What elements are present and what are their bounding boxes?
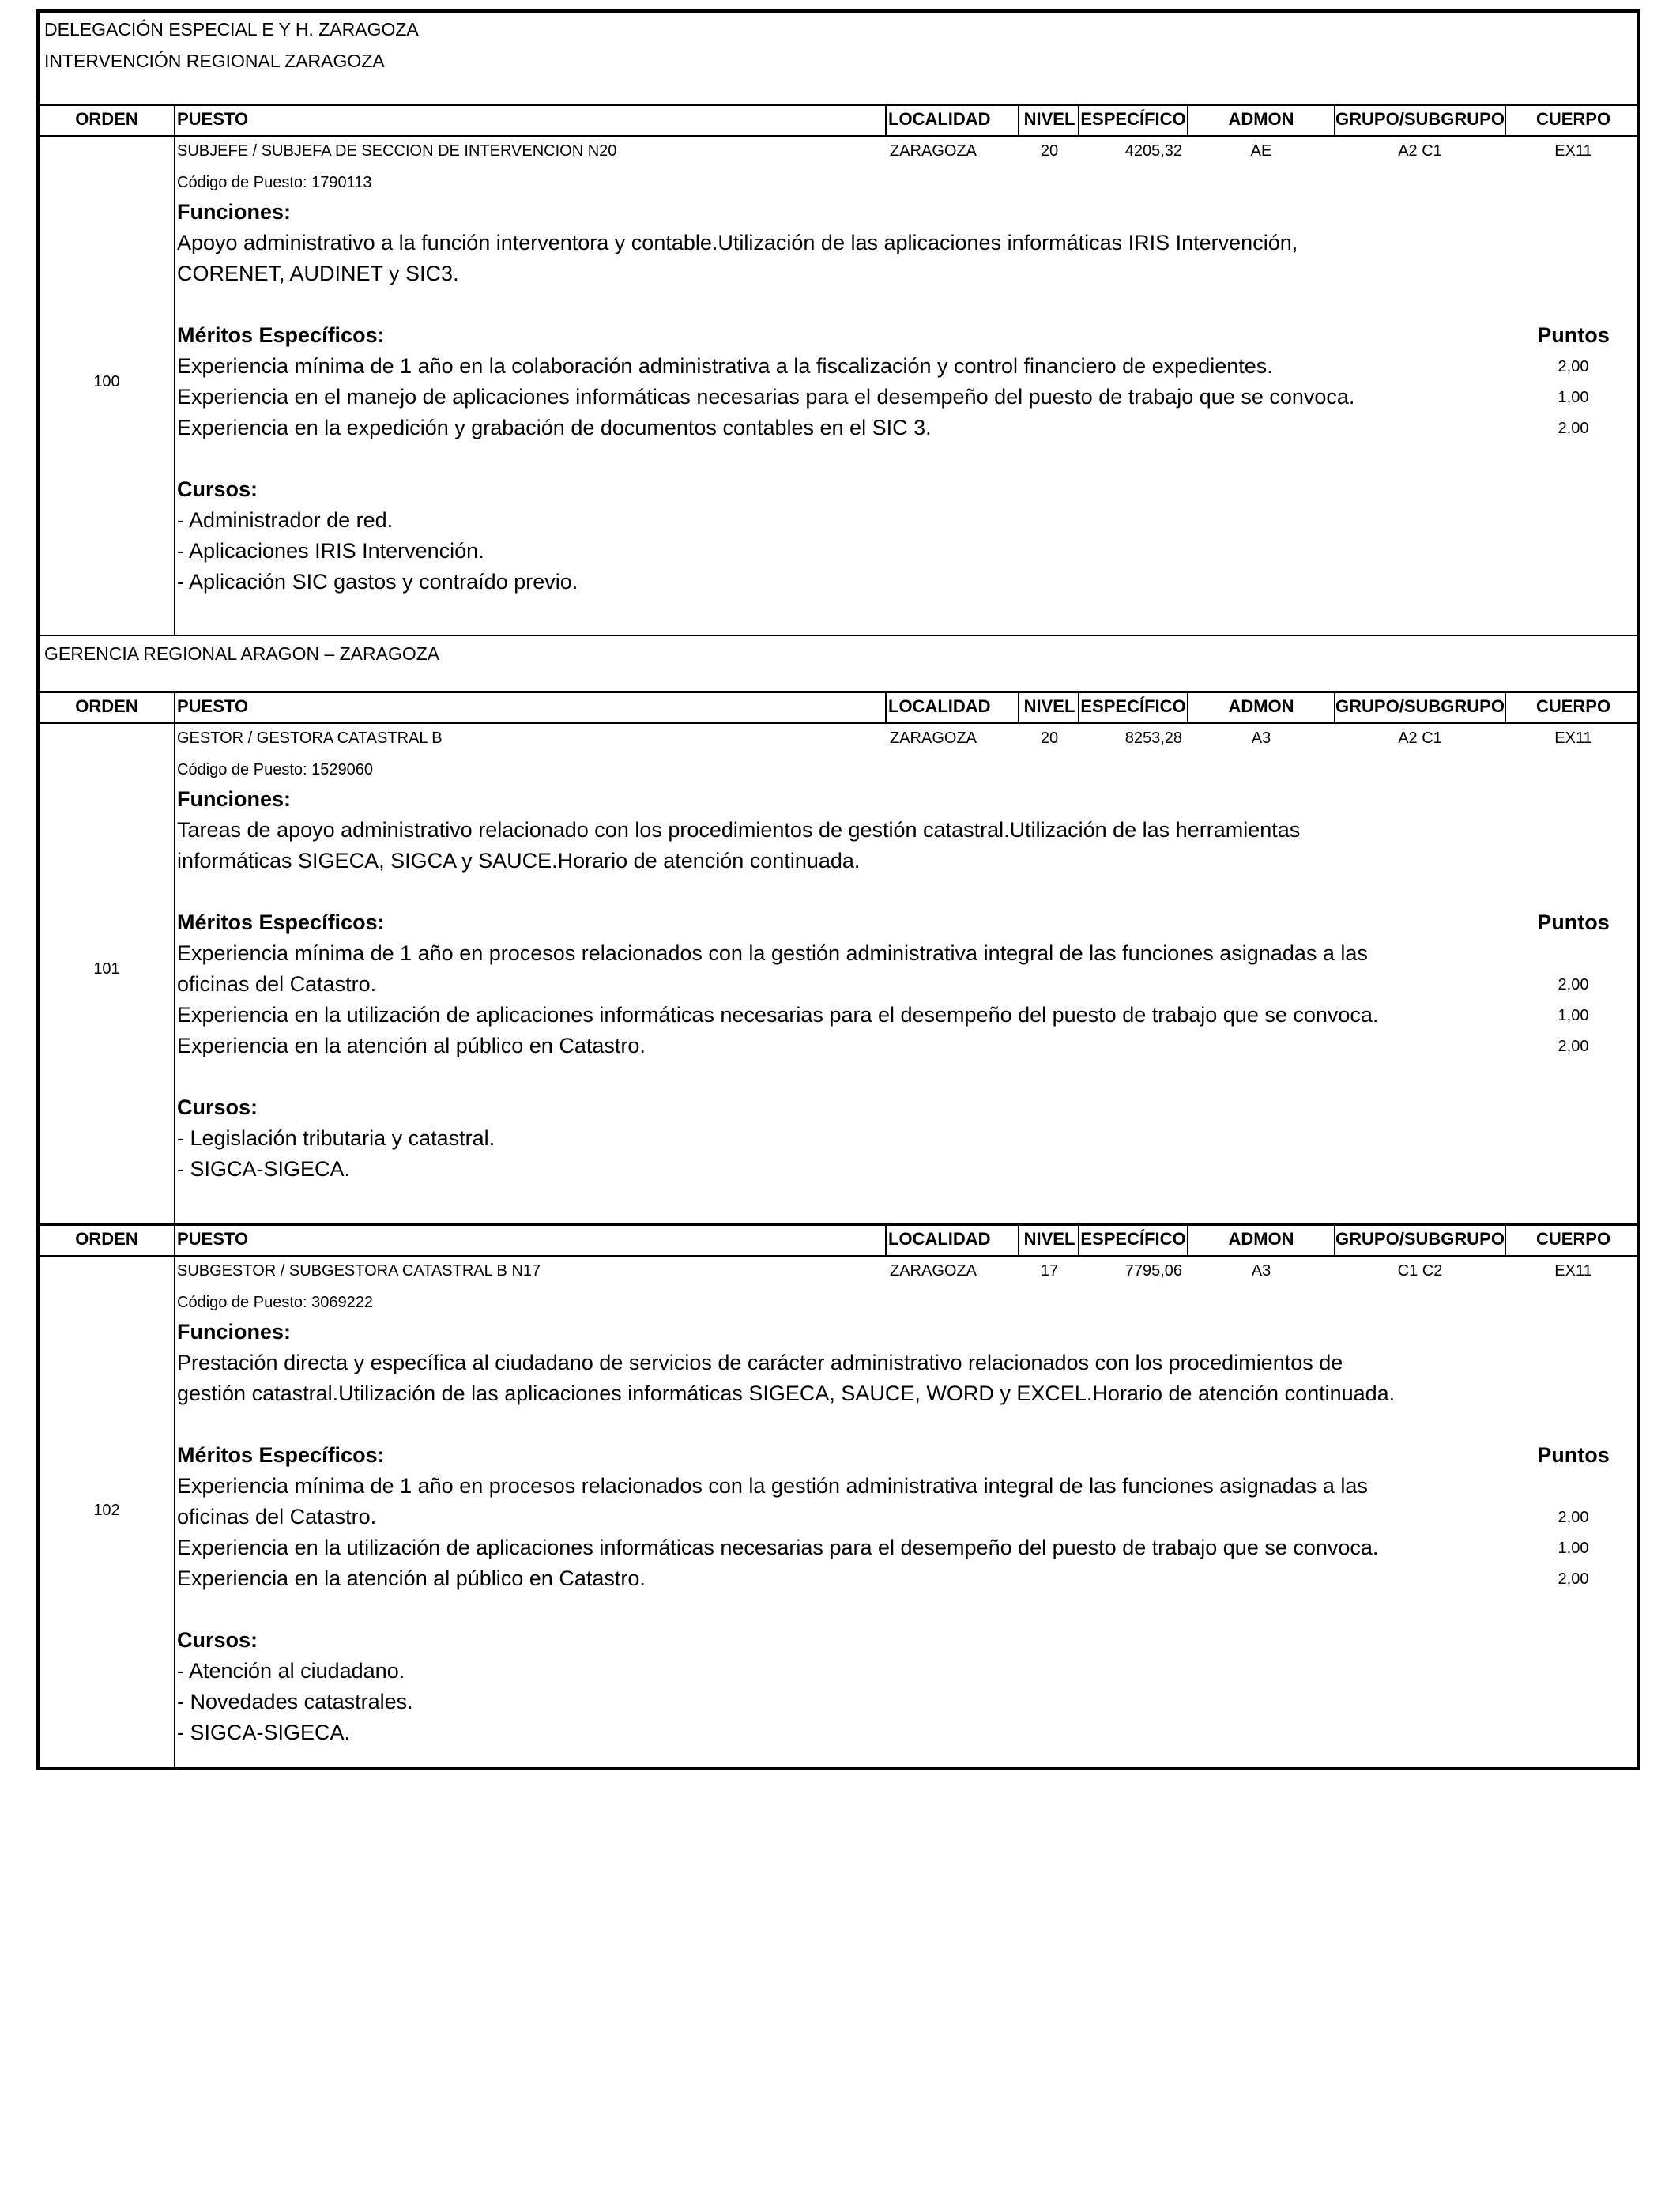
orden-value: 101 [93, 960, 120, 978]
col-puesto: PUESTO [177, 1229, 249, 1249]
cuerpo-value: EX11 [1554, 1262, 1592, 1280]
merito-puntos: 1,00 [1558, 1007, 1589, 1024]
col-localidad: LOCALIDAD [888, 1229, 991, 1249]
especifico-value: 7795,06 [1124, 1262, 1182, 1280]
col-especifico: ESPECÍFICO [1080, 109, 1186, 129]
org-line: INTERVENCIÓN REGIONAL ZARAGOZA [44, 51, 385, 71]
funciones-heading: Funciones: [177, 200, 292, 224]
puntos-heading: Puntos [1537, 910, 1610, 934]
merito-text: Experiencia mínima de 1 año en procesos relacionados con la gestión administrativa integral de las funciones asignadas a las [177, 1474, 1368, 1498]
admon-value: AE [1250, 142, 1272, 160]
cuerpo-value: EX11 [1554, 142, 1592, 160]
merito-puntos: 2,00 [1558, 420, 1589, 437]
cursos-heading: Cursos: [177, 1095, 258, 1119]
curso-item: - Aplicaciones IRIS Intervención. [177, 539, 484, 563]
funciones-line: Apoyo administrativo a la función interventora y contable.Utilización de las aplicaciones informáticas IRIS Intervención, [177, 231, 1298, 254]
cuerpo-value: EX11 [1554, 729, 1592, 747]
col-puesto: PUESTO [177, 109, 249, 129]
col-grupo: GRUPO/SUBGRUPO [1335, 109, 1505, 129]
merito-text: Experiencia mínima de 1 año en procesos relacionados con la gestión administrativa integral de las funciones asignadas a las [177, 941, 1368, 965]
nivel-value: 20 [1040, 729, 1059, 747]
curso-item: - Aplicación SIC gastos y contraído previo. [177, 570, 578, 594]
col-especifico: ESPECÍFICO [1080, 1229, 1186, 1249]
col-orden: ORDEN [75, 696, 138, 716]
org-line: GERENCIA REGIONAL ARAGON – ZARAGOZA [44, 643, 440, 664]
merito-text: Experiencia en la utilización de aplicaciones informáticas necesarias para el desempeño del puesto de trabajo que se convoca. [177, 1003, 1379, 1027]
codigo-puesto: Código de Puesto: 1529060 [177, 761, 373, 778]
localidad-value: ZARAGOZA [890, 142, 977, 160]
org-line: DELEGACIÓN ESPECIAL E Y H. ZARAGOZA [44, 19, 419, 40]
col-admon: ADMON [1228, 109, 1294, 129]
document-table [36, 9, 1640, 1770]
grupo-value: A2 C1 [1398, 729, 1442, 747]
puesto-value: SUBJEFE / SUBJEFA DE SECCION DE INTERVENCION N20 [177, 142, 617, 160]
curso-item: - Atención al ciudadano. [177, 1659, 405, 1683]
col-especifico: ESPECÍFICO [1080, 696, 1186, 716]
funciones-line: Tareas de apoyo administrativo relacionado con los procedimientos de gestión catastral.Utilización de las herramientas [177, 818, 1301, 842]
merito-puntos: 2,00 [1558, 976, 1589, 993]
col-admon: ADMON [1228, 1229, 1294, 1249]
merito-text: Experiencia en el manejo de aplicaciones informáticas necesarias para el desempeño del puesto de trabajo que se convoca. [177, 385, 1355, 409]
merito-text: Experiencia en la atención al público en Catastro. [177, 1566, 646, 1590]
grupo-value: A2 C1 [1398, 142, 1442, 160]
localidad-value: ZARAGOZA [890, 1262, 977, 1280]
admon-value: A3 [1251, 729, 1271, 747]
merito-text: Experiencia en la atención al público en Catastro. [177, 1034, 646, 1057]
curso-item: - Novedades catastrales. [177, 1690, 413, 1713]
cursos-heading: Cursos: [177, 1628, 258, 1652]
merito-text: oficinas del Catastro. [177, 1505, 377, 1529]
funciones-line: gestión catastral.Utilización de las aplicaciones informáticas SIGECA, SAUCE, WORD y EXCEL.Horario de atención continuada. [177, 1382, 1396, 1405]
merito-puntos: 2,00 [1558, 358, 1589, 375]
meritos-heading: Méritos Específicos: [177, 323, 385, 347]
codigo-puesto: Código de Puesto: 3069222 [177, 1294, 373, 1311]
col-nivel: NIVEL [1023, 1229, 1075, 1249]
col-orden: ORDEN [75, 1229, 138, 1249]
funciones-line: CORENET, AUDINET y SIC3. [177, 262, 459, 285]
merito-puntos: 1,00 [1558, 389, 1589, 406]
col-grupo: GRUPO/SUBGRUPO [1335, 1229, 1505, 1249]
curso-item: - Administrador de red. [177, 508, 394, 532]
funciones-heading: Funciones: [177, 787, 292, 811]
especifico-value: 4205,32 [1124, 142, 1182, 160]
nivel-value: 17 [1040, 1262, 1059, 1280]
curso-item: - SIGCA-SIGECA. [177, 1721, 351, 1744]
curso-item: - SIGCA-SIGECA. [177, 1157, 351, 1181]
col-cuerpo: CUERPO [1535, 696, 1611, 716]
col-cuerpo: CUERPO [1535, 109, 1611, 129]
codigo-puesto: Código de Puesto: 1790113 [177, 174, 372, 191]
merito-puntos: 1,00 [1558, 1540, 1589, 1557]
divider [40, 104, 1637, 106]
col-nivel: NIVEL [1023, 109, 1075, 129]
orden-value: 100 [93, 373, 120, 390]
puesto-value: GESTOR / GESTORA CATASTRAL B [177, 729, 443, 747]
col-cuerpo: CUERPO [1535, 1229, 1611, 1249]
puntos-heading: Puntos [1537, 323, 1610, 347]
nivel-value: 20 [1040, 142, 1059, 160]
merito-text: Experiencia en la utilización de aplicaciones informáticas necesarias para el desempeño del puesto de trabajo que se convoca. [177, 1536, 1379, 1559]
funciones-line: informáticas SIGECA, SIGCA y SAUCE.Horario de atención continuada. [177, 849, 861, 873]
grupo-value: C1 C2 [1397, 1262, 1443, 1280]
cursos-heading: Cursos: [177, 477, 258, 501]
curso-item: - Legislación tributaria y catastral. [177, 1126, 495, 1150]
merito-text: Experiencia en la expedición y grabación de documentos contables en el SIC 3. [177, 416, 932, 439]
puesto-value: SUBGESTOR / SUBGESTORA CATASTRAL B N17 [177, 1262, 541, 1280]
funciones-line: Prestación directa y específica al ciudadano de servicios de carácter administrativo relacionados con los procedimientos de [177, 1351, 1343, 1374]
col-nivel: NIVEL [1023, 696, 1075, 716]
meritos-heading: Méritos Específicos: [177, 910, 385, 934]
localidad-value: ZARAGOZA [890, 729, 977, 747]
merito-puntos: 2,00 [1558, 1509, 1589, 1526]
col-localidad: LOCALIDAD [888, 109, 991, 129]
merito-puntos: 2,00 [1558, 1038, 1589, 1055]
divider [40, 691, 1637, 693]
merito-text: Experiencia mínima de 1 año en la colaboración administrativa a la fiscalización y control financiero de expedientes. [177, 354, 1273, 378]
funciones-heading: Funciones: [177, 1320, 292, 1344]
col-grupo: GRUPO/SUBGRUPO [1335, 696, 1505, 716]
admon-value: A3 [1251, 1262, 1271, 1280]
col-localidad: LOCALIDAD [888, 696, 991, 716]
merito-puntos: 2,00 [1558, 1570, 1589, 1588]
meritos-heading: Méritos Específicos: [177, 1443, 385, 1467]
merito-text: oficinas del Catastro. [177, 972, 377, 996]
col-orden: ORDEN [75, 109, 138, 129]
orden-value: 102 [93, 1502, 120, 1519]
puntos-heading: Puntos [1537, 1443, 1610, 1467]
especifico-value: 8253,28 [1124, 729, 1182, 747]
col-admon: ADMON [1228, 696, 1294, 716]
col-puesto: PUESTO [177, 696, 249, 716]
